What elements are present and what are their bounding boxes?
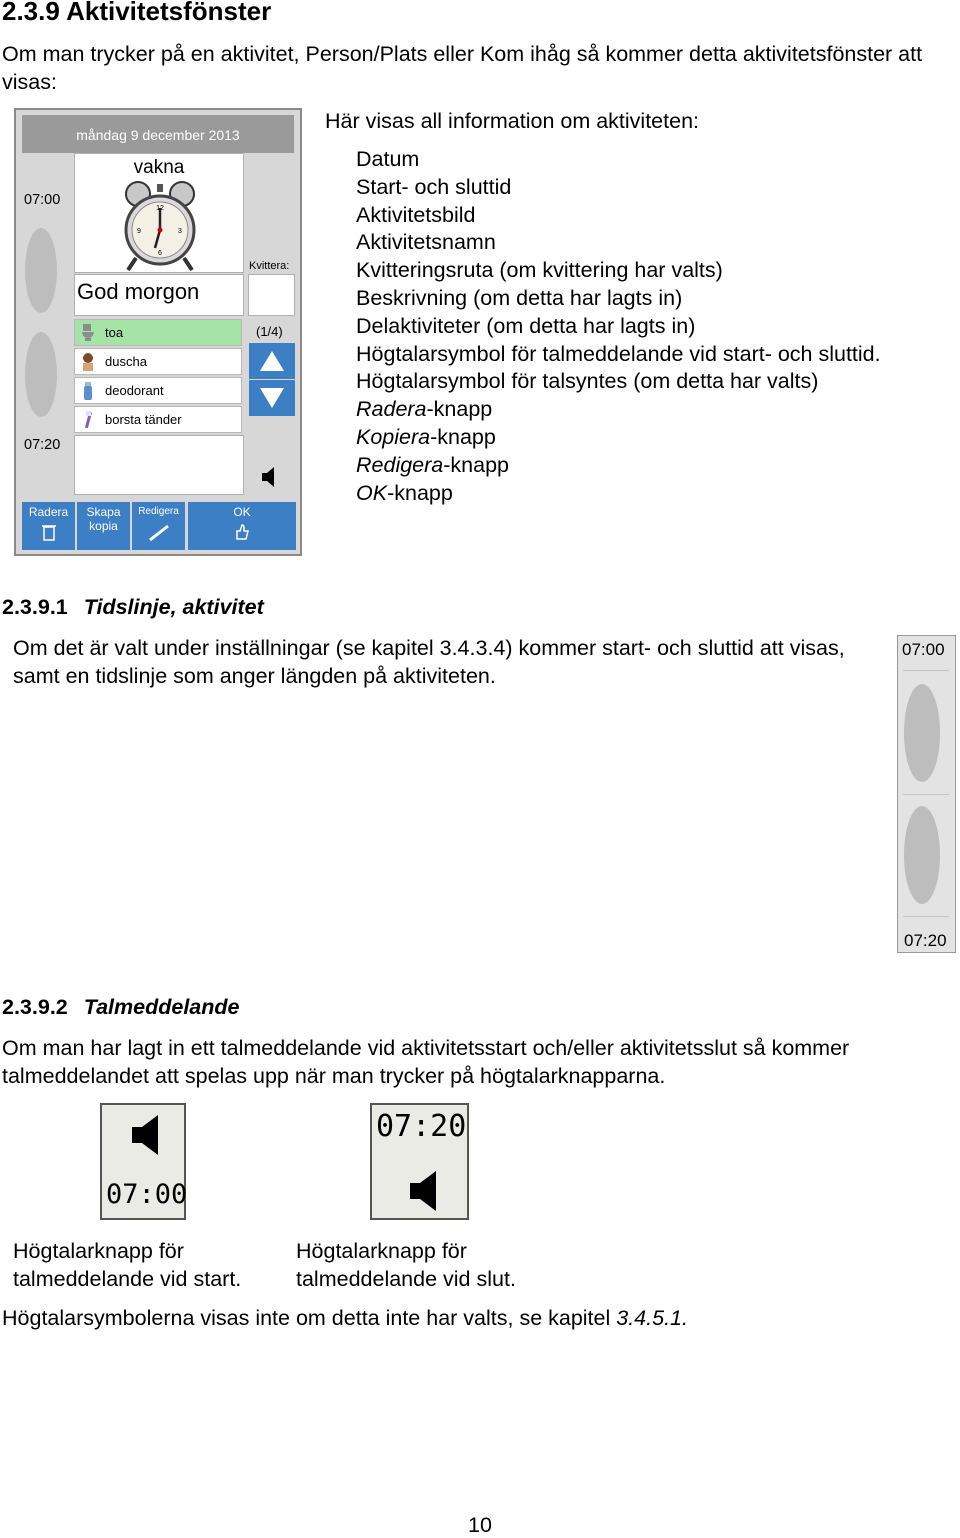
activity-window [14, 108, 302, 556]
delete-button-label: Radera [28, 505, 69, 519]
start-time[interactable]: 07:00 [24, 192, 61, 208]
chapter-reference: 3.4.5.1 [616, 1306, 682, 1330]
svg-text:6: 6 [158, 250, 162, 257]
end-speaker-time: 07:20 [376, 1109, 467, 1144]
end-caption: Högtalarknapp för talmeddelande vid slut. [296, 1239, 516, 1291]
copy-button[interactable] [77, 502, 130, 550]
activity-image-card [74, 153, 244, 273]
info-item-button: OK-knapp [356, 480, 453, 505]
subactivity-item[interactable] [74, 406, 242, 433]
svg-text:9: 9 [137, 228, 141, 235]
info-item-button: Kopiera-knapp [356, 424, 496, 449]
window-date-header: måndag 9 december 2013 [22, 115, 294, 153]
shower-icon [81, 352, 95, 371]
divider [903, 794, 949, 795]
end-time[interactable]: 07:20 [24, 437, 61, 453]
info-item: Aktivitetsnamn [356, 230, 496, 255]
description-text: God morgon [77, 279, 200, 304]
timeline-widget [897, 635, 956, 953]
confirm-checkbox[interactable] [248, 274, 295, 316]
start-caption: Högtalarknapp för talmeddelande vid start. [13, 1239, 242, 1291]
activity-name: vakna [133, 157, 185, 178]
footer-note: Högtalarsymbolerna visas inte om detta inte har valts, se kapitel 3.4.5.1. [2, 1306, 688, 1330]
divider [903, 916, 949, 917]
subactivity-label: borsta tänder [105, 412, 182, 427]
info-item: Aktivitetsbild [356, 202, 476, 227]
info-item: Delaktiviteter (om detta har lagts in) [356, 313, 696, 338]
start-speaker-time: 07:00 [106, 1179, 188, 1210]
subactivity-label: deodorant [105, 383, 164, 398]
ok-button[interactable] [188, 502, 296, 550]
info-heading: Här visas all information om aktiviteten: [325, 109, 700, 133]
arrow-down-icon [249, 380, 295, 416]
delete-button[interactable] [22, 502, 75, 550]
subactivity-item[interactable] [74, 319, 242, 346]
speaker-icon [408, 1169, 440, 1213]
scroll-up-button[interactable] [249, 343, 295, 379]
info-item-button: Radera-knapp [356, 397, 493, 422]
timeline-end-time[interactable]: 07:20 [904, 931, 947, 950]
toilet-icon [81, 323, 95, 342]
info-item: Datum [356, 147, 420, 171]
intro-text: Om man trycker på en aktivitet, Person/Plats eller Kom ihåg så kommer detta aktivitetsfönster att visas: [2, 42, 923, 94]
timeline-segment [904, 684, 940, 782]
subactivity-item[interactable] [74, 348, 242, 375]
edit-button[interactable] [132, 502, 185, 550]
info-item: Beskrivning (om detta har lagts in) [356, 285, 683, 310]
section-heading: 2.3.9 Aktivitetsfönster [2, 0, 272, 26]
info-item: Start- och sluttid [356, 174, 512, 199]
subactivity-label: duscha [105, 354, 147, 369]
thumb-up-icon [234, 523, 250, 541]
svg-text:3: 3 [178, 228, 182, 235]
info-item-button: Redigera-knapp [356, 452, 509, 477]
timeline-start-time[interactable]: 07:00 [902, 640, 945, 659]
subsection-heading: 2.3.9.2 Talmeddelande [2, 995, 240, 1019]
info-item: Högtalarsymbol för talmeddelande vid start- och sluttid. [356, 341, 881, 366]
edit-button-label: Redigera [138, 506, 179, 517]
start-speaker-button[interactable] [100, 1103, 186, 1220]
subsection-heading: 2.3.9.1 Tidslinje, aktivitet [2, 595, 264, 619]
page-number: 10 [468, 1513, 492, 1537]
subsection-text: Om man har lagt in ett talmeddelande vid aktivitetsstart och/eller aktivitetsslut så kommer talmeddelandet att spelas upp när man trycker på högtalarknapparna. [2, 1036, 850, 1088]
trash-icon [42, 523, 56, 541]
pencil-icon [146, 523, 172, 543]
copy-button-label-1: Skapa [86, 505, 121, 519]
copy-button-label-2: kopia [89, 519, 118, 533]
deodorant-icon [81, 381, 95, 400]
toothbrush-icon [81, 410, 95, 429]
description-box [74, 274, 244, 316]
speaker-icon[interactable] [260, 465, 278, 489]
confirm-label: Kvittera: [249, 260, 290, 272]
arrow-up-icon [249, 343, 295, 379]
speaker-icon [130, 1113, 162, 1157]
timeline-segment [25, 228, 57, 313]
timeline-segment [904, 806, 940, 904]
end-speaker-button[interactable] [370, 1103, 469, 1220]
svg-text:12: 12 [156, 205, 164, 212]
subactivity-counter: (1/4) [256, 324, 283, 339]
alarm-clock-icon [122, 180, 198, 272]
empty-subactivity-area [74, 435, 244, 495]
timeline-segment [25, 332, 57, 417]
subactivity-item[interactable] [74, 377, 242, 404]
scroll-down-button[interactable] [249, 380, 295, 416]
subsection-text: Om det är valt under inställningar (se kapitel 3.4.3.4) kommer start- och sluttid att visas, samt en tidslinje som anger längden på aktiviteten. [13, 636, 845, 688]
subactivity-label: toa [105, 325, 124, 340]
info-item: Högtalarsymbol för talsyntes (om detta har valts) [356, 369, 819, 394]
info-list [356, 146, 881, 507]
divider [903, 670, 949, 671]
info-item: Kvitteringsruta (om kvittering har valts) [356, 258, 723, 283]
ok-button-label: OK [233, 505, 251, 519]
